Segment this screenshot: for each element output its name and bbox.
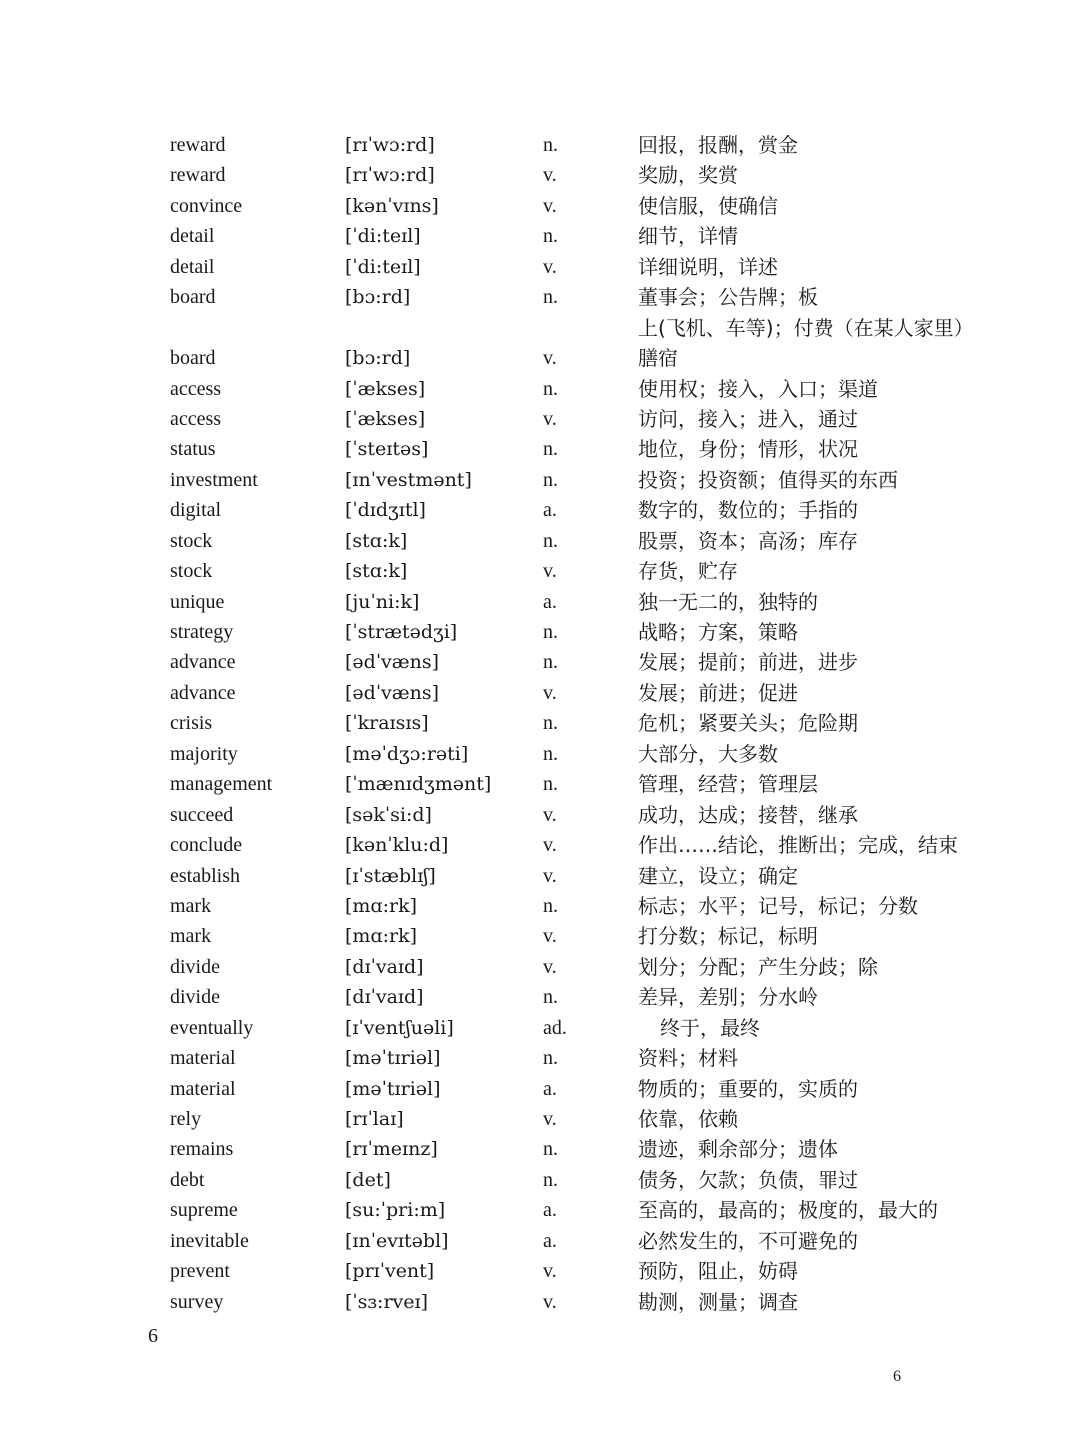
meaning-cell: 差异，差别；分水岭	[638, 985, 818, 1010]
vocab-row	[170, 952, 1050, 982]
word-cell: eventually	[170, 1016, 254, 1039]
word-cell: conclude	[170, 834, 243, 857]
part-of-speech-cell: v.	[543, 347, 557, 370]
vocab-row	[170, 830, 1050, 860]
vocab-row	[170, 1226, 1050, 1256]
word-cell: unique	[170, 590, 225, 613]
phonetic-cell: [stɑ:k]	[345, 529, 408, 552]
phonetic-cell: [kənˈklu:d]	[345, 834, 449, 857]
vocab-row	[170, 160, 1050, 190]
word-cell: investment	[170, 468, 258, 491]
word-cell: remains	[170, 1138, 234, 1161]
meaning-cell: 回报，报酬，赏金	[638, 133, 798, 157]
part-of-speech-cell: a.	[543, 590, 557, 613]
part-of-speech-cell: v.	[543, 925, 557, 948]
meaning-cell: 打分数；标记，标明	[638, 924, 818, 949]
word-cell: mark	[170, 894, 212, 917]
part-of-speech-cell: a.	[543, 1229, 557, 1252]
meaning-cell: 危机；紧要关头；危险期	[638, 711, 858, 736]
word-cell: convince	[170, 194, 243, 217]
vocab-row	[170, 800, 1050, 830]
phonetic-cell: [bɔ:rd]	[345, 286, 411, 309]
part-of-speech-cell: n.	[543, 712, 558, 735]
part-of-speech-cell: n.	[543, 773, 558, 796]
meaning-cell: 发展；提前；前进，进步	[638, 650, 858, 675]
phonetic-cell: [mɑ:rk]	[345, 925, 418, 948]
part-of-speech-cell: v.	[543, 681, 557, 704]
word-cell: detail	[170, 225, 215, 248]
part-of-speech-cell: v.	[543, 407, 557, 430]
part-of-speech-cell: n.	[543, 1168, 558, 1191]
word-cell: detail	[170, 255, 215, 278]
meaning-cell: 膳宿	[638, 346, 678, 371]
word-cell: access	[170, 407, 222, 430]
word-cell: stock	[170, 529, 213, 552]
vocab-row	[170, 1256, 1050, 1286]
phonetic-cell: [ɪnˈvestmənt]	[345, 468, 472, 491]
vocab-row	[170, 678, 1050, 708]
word-cell: survey	[170, 1290, 224, 1313]
word-cell: debt	[170, 1168, 205, 1191]
vocab-row	[170, 587, 1050, 617]
part-of-speech-cell: n.	[543, 377, 558, 400]
part-of-speech-cell: n.	[543, 742, 558, 765]
phonetic-cell: [ˈmænɪdʒmənt]	[345, 773, 492, 796]
meaning-cell: 大部分，大多数	[638, 741, 778, 766]
meaning-cell: 资料；材料	[638, 1046, 738, 1071]
phonetic-cell: [det]	[345, 1168, 391, 1191]
word-cell: advance	[170, 681, 236, 704]
word-cell: divide	[170, 986, 220, 1009]
vocab-row	[170, 1134, 1050, 1164]
phonetic-cell: [ˈdi:teɪl]	[345, 255, 421, 278]
word-cell: majority	[170, 742, 238, 765]
vocab-row	[170, 861, 1050, 891]
vocab-row	[170, 1013, 1050, 1043]
phonetic-cell: [ɪnˈevɪtəbl]	[345, 1229, 449, 1252]
part-of-speech-cell: n.	[543, 529, 558, 552]
phonetic-cell: [dɪˈvaɪd]	[345, 986, 424, 1009]
part-of-speech-cell: a.	[543, 499, 557, 522]
phonetic-cell: [ˈsɜ:rveɪ]	[345, 1290, 429, 1313]
phonetic-cell: [ɪˈstæblɪʃ]	[345, 864, 436, 887]
meaning-cell: 详细说明，详述	[638, 254, 778, 279]
word-cell: mark	[170, 925, 212, 948]
meaning-cell: 遗迹，剩余部分；遗体	[638, 1137, 838, 1162]
vocab-row	[170, 221, 1050, 251]
vocab-row	[170, 921, 1050, 951]
vocab-row	[170, 1287, 1050, 1317]
word-cell: prevent	[170, 1260, 230, 1283]
part-of-speech-cell: v.	[543, 803, 557, 826]
word-cell: reward	[170, 134, 226, 156]
phonetic-cell: [dɪˈvaɪd]	[345, 955, 424, 978]
word-cell: inevitable	[170, 1229, 249, 1252]
meaning-cell: 管理，经营；管理层	[638, 772, 818, 797]
vocab-list	[170, 130, 1050, 1317]
phonetic-cell: [ˈsteɪtəs]	[345, 438, 429, 461]
vocab-row	[170, 282, 1050, 312]
phonetic-cell: [səkˈsi:d]	[345, 803, 432, 826]
meaning-cell: 依靠，依赖	[638, 1107, 738, 1131]
part-of-speech-cell: v.	[543, 955, 557, 978]
phonetic-cell: [rɪˈmeɪnz]	[345, 1138, 438, 1161]
phonetic-cell: [su:ˈpri:m]	[345, 1199, 446, 1222]
vocab-row	[170, 404, 1050, 434]
meaning-cell: 成功，达成；接替，继承	[638, 802, 858, 827]
meaning-cell: 地位，身份；情形，状况	[638, 437, 858, 462]
page-number-left: 6	[148, 1325, 158, 1347]
word-cell: stock	[170, 560, 213, 583]
phonetic-cell: [prɪˈvent]	[345, 1260, 435, 1283]
part-of-speech-cell: a.	[543, 1199, 557, 1222]
part-of-speech-cell: n.	[543, 1138, 558, 1161]
meaning-cell: 预防，阻止，妨碍	[638, 1259, 798, 1284]
part-of-speech-cell: n.	[543, 986, 558, 1009]
part-of-speech-cell: v.	[543, 1108, 557, 1130]
meaning-cell: 访问，接入；进入，通过	[638, 406, 858, 431]
vocab-row	[170, 434, 1050, 464]
part-of-speech-cell: v.	[543, 1260, 557, 1283]
part-of-speech-cell: n.	[543, 225, 558, 248]
vocab-row	[170, 708, 1050, 738]
vocab-row	[170, 130, 1050, 160]
phonetic-cell: [stɑ:k]	[345, 560, 408, 583]
vocab-row	[170, 313, 1050, 343]
part-of-speech-cell: v.	[543, 194, 557, 217]
part-of-speech-cell: v.	[543, 1290, 557, 1313]
part-of-speech-cell: n.	[543, 134, 558, 156]
phonetic-cell: [rɪˈwɔ:rd]	[345, 134, 435, 156]
part-of-speech-cell: n.	[543, 286, 558, 309]
meaning-cell: 勘测，测量；调查	[638, 1289, 798, 1314]
meaning-cell: 使用权；接入，入口；渠道	[638, 376, 878, 401]
word-cell: digital	[170, 499, 222, 522]
phonetic-cell: [məˈdʒɔ:rəti]	[345, 742, 469, 765]
vocab-row	[170, 1043, 1050, 1073]
phonetic-cell: [juˈni:k]	[345, 590, 420, 613]
meaning-cell: 股票，资本；高汤；库存	[638, 528, 858, 553]
vocab-row	[170, 343, 1050, 373]
page-number-right: 6	[893, 1368, 901, 1385]
meaning-cell: 物质的；重要的，实质的	[638, 1076, 858, 1101]
phonetic-cell: [ədˈvæns]	[345, 651, 440, 674]
word-cell: board	[170, 347, 216, 370]
meaning-cell: 奖励，奖赏	[638, 163, 738, 188]
vocab-row	[170, 252, 1050, 282]
word-cell: strategy	[170, 621, 234, 643]
word-cell: establish	[170, 864, 240, 887]
vocab-row	[170, 374, 1050, 404]
vocab-row	[170, 982, 1050, 1012]
meaning-cell: 细节，详情	[638, 224, 738, 249]
vocab-row	[170, 617, 1050, 647]
word-cell: succeed	[170, 803, 234, 826]
phonetic-cell: [ˈstrætədʒi]	[345, 621, 458, 643]
word-cell: material	[170, 1047, 236, 1070]
meaning-cell: 建立，设立；确定	[638, 863, 798, 888]
phonetic-cell: [rɪˈlaɪ]	[345, 1108, 404, 1130]
meaning-cell: 存货，贮存	[638, 559, 738, 584]
vocab-row	[170, 191, 1050, 221]
meaning-cell: 数字的，数位的；手指的	[638, 498, 858, 523]
meaning-cell: 独一无二的，独特的	[638, 589, 818, 614]
meaning-cell: 至高的，最高的；极度的，最大的	[638, 1198, 938, 1223]
phonetic-cell: [ədˈvæns]	[345, 681, 440, 704]
word-cell: access	[170, 377, 222, 400]
meaning-cell: 上(飞机、车等)；付费（在某人家里）	[638, 315, 974, 340]
meaning-cell: 终于，最终	[660, 1015, 760, 1040]
vocab-row	[170, 1195, 1050, 1225]
part-of-speech-cell: v.	[543, 255, 557, 278]
vocab-row	[170, 495, 1050, 525]
meaning-cell: 发展；前进；促进	[638, 680, 798, 705]
part-of-speech-cell: n.	[543, 651, 558, 674]
part-of-speech-cell: n.	[543, 894, 558, 917]
phonetic-cell: [mɑ:rk]	[345, 894, 418, 917]
phonetic-cell: [bɔ:rd]	[345, 347, 411, 370]
word-cell: reward	[170, 164, 226, 187]
part-of-speech-cell: v.	[543, 834, 557, 857]
word-cell: advance	[170, 651, 236, 674]
vocab-row	[170, 1104, 1050, 1134]
word-cell: status	[170, 438, 216, 461]
part-of-speech-cell: n.	[543, 438, 558, 461]
meaning-cell: 划分；分配；产生分歧；除	[638, 954, 878, 979]
phonetic-cell: [ɪˈventʃuəli]	[345, 1016, 454, 1039]
phonetic-cell: [kənˈvɪns]	[345, 194, 439, 217]
word-cell: rely	[170, 1108, 202, 1130]
phonetic-cell: [məˈtɪriəl]	[345, 1047, 441, 1070]
vocab-row	[170, 647, 1050, 677]
meaning-cell: 作出……结论，推断出；完成，结束	[638, 833, 958, 858]
vocab-row	[170, 556, 1050, 586]
vocab-row	[170, 1074, 1050, 1104]
meaning-cell: 必然发生的，不可避免的	[638, 1228, 858, 1253]
part-of-speech-cell: v.	[543, 864, 557, 887]
word-cell: board	[170, 286, 216, 309]
word-cell: supreme	[170, 1199, 238, 1222]
meaning-cell: 标志；水平；记号，标记；分数	[638, 893, 918, 918]
vocab-row	[170, 1165, 1050, 1195]
vocab-row	[170, 769, 1050, 799]
vocab-row	[170, 465, 1050, 495]
meaning-cell: 使信服，使确信	[638, 193, 778, 218]
word-cell: crisis	[170, 712, 213, 735]
meaning-cell: 董事会；公告牌；板	[638, 285, 818, 310]
meaning-cell: 投资；投资额；值得买的东西	[638, 467, 898, 492]
meaning-cell: 战略；方案，策略	[638, 620, 798, 644]
part-of-speech-cell: n.	[543, 621, 558, 643]
part-of-speech-cell: v.	[543, 560, 557, 583]
part-of-speech-cell: n.	[543, 468, 558, 491]
vocab-row	[170, 526, 1050, 556]
phonetic-cell: [rɪˈwɔ:rd]	[345, 164, 435, 187]
vocab-row	[170, 739, 1050, 769]
meaning-cell: 债务，欠款；负债，罪过	[638, 1167, 858, 1192]
phonetic-cell: [ˈækses]	[345, 407, 426, 430]
part-of-speech-cell: ad.	[543, 1016, 567, 1039]
part-of-speech-cell: a.	[543, 1077, 557, 1100]
word-cell: divide	[170, 955, 220, 978]
phonetic-cell: [ˈdi:teɪl]	[345, 225, 421, 248]
phonetic-cell: [ˈækses]	[345, 377, 426, 400]
phonetic-cell: [ˈkraɪsɪs]	[345, 712, 429, 735]
word-cell: management	[170, 773, 273, 796]
word-cell: material	[170, 1077, 236, 1100]
phonetic-cell: [məˈtɪriəl]	[345, 1077, 441, 1100]
vocab-row	[170, 891, 1050, 921]
part-of-speech-cell: v.	[543, 164, 557, 187]
part-of-speech-cell: n.	[543, 1047, 558, 1070]
phonetic-cell: [ˈdɪdʒɪtl]	[345, 499, 426, 522]
